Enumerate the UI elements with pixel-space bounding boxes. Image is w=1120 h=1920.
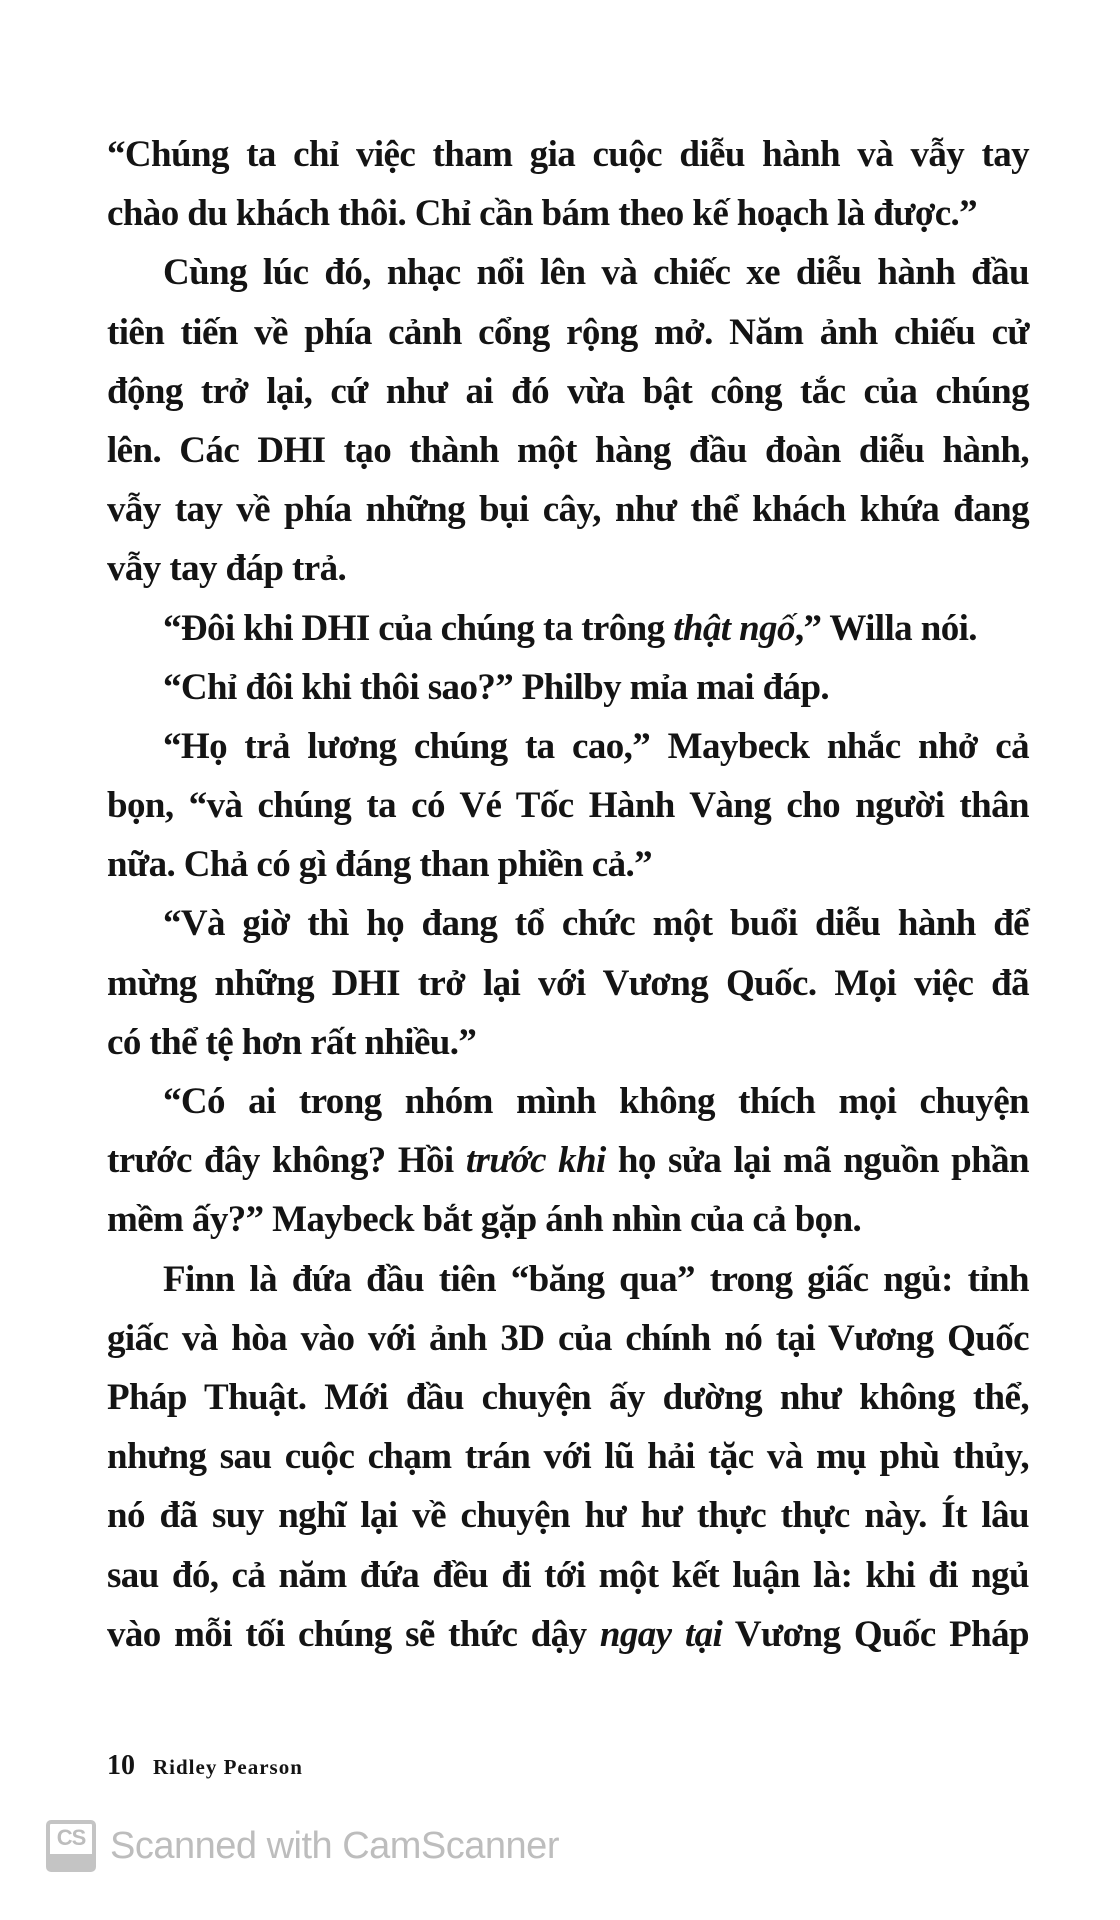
text-line: [107, 1190, 1029, 1249]
text-line: [107, 362, 1029, 421]
text-line: [107, 1605, 1029, 1664]
italic-text: trước khi: [465, 1140, 606, 1182]
text-line: [107, 1546, 1029, 1605]
text-line: [107, 658, 1029, 717]
text-segment: lên. Các DHI tạo thành một hàng đầu đoàn diễu hành,: [107, 429, 1029, 471]
text-segment: “Họ trả lương chúng ta cao,” Maybeck nhắc nhở cả: [163, 725, 1029, 767]
text-segment: Finn là đứa đầu tiên “băng qua” trong giấc ngủ: tỉnh: [163, 1258, 1029, 1300]
watermark-text: Scanned with CamScanner: [110, 1824, 559, 1867]
text-line: [107, 480, 1029, 539]
text-line: [107, 717, 1029, 776]
text-line: [107, 1013, 1029, 1072]
text-segment: “Chúng ta chỉ việc tham gia cuộc diễu hành và vẫy tay: [107, 134, 1029, 175]
text-segment: mừng những DHI trở lại với Vương Quốc. Mọi việc đã: [107, 962, 1029, 1004]
text-segment: “Chỉ đôi khi thôi sao?” Philby mỉa mai đáp.: [163, 666, 830, 708]
camscanner-logo-text: CS: [56, 1825, 86, 1850]
text-segment: Pháp Thuật. Mới đầu chuyện ấy dường như không thể,: [107, 1376, 1029, 1418]
text-segment: “Đôi khi DHI của chúng ta trông: [163, 607, 674, 649]
text-line: [107, 303, 1029, 362]
text-segment: có thể tệ hơn rất nhiều.”: [107, 1021, 477, 1063]
text-line: [107, 1250, 1029, 1309]
text-segment: “Và giờ thì họ đang tổ chức một buổi diễu hành để: [163, 903, 1029, 945]
page-footer: [107, 1750, 303, 1782]
text-segment: Vương Quốc Pháp: [722, 1613, 1029, 1655]
camscanner-watermark: [46, 1820, 559, 1872]
text-segment: vẫy tay về phía những bụi cây, như thể khách khứa đang: [107, 489, 1029, 531]
text-line: [107, 776, 1029, 835]
text-line: [107, 599, 1029, 658]
text-line: [107, 243, 1029, 302]
text-segment: giấc và hòa vào với ảnh 3D của chính nó tại Vương Quốc: [107, 1317, 1029, 1359]
text-segment: Cùng lúc đó, nhạc nổi lên và chiếc xe diễu hành đầu: [163, 252, 1029, 294]
text-line: [107, 1427, 1029, 1486]
page-number: 10: [107, 1750, 135, 1781]
text-line: [107, 539, 1029, 598]
text-segment: vào mỗi tối chúng sẽ thức dậy: [107, 1613, 600, 1655]
text-line: [107, 125, 1029, 184]
text-line: [107, 894, 1029, 953]
running-header-author: Ridley Pearson: [153, 1755, 303, 1779]
text-segment: sau đó, cả năm đứa đều đi tới một kết luận là: khi đi ngủ: [107, 1554, 1029, 1596]
text-line: [107, 1486, 1029, 1545]
text-segment: bọn, “và chúng ta có Vé Tốc Hành Vàng cho người thân: [107, 785, 1029, 827]
camscanner-logo-bar: [50, 1854, 92, 1868]
text-segment: nó đã suy nghĩ lại về chuyện hư hư thực thực này. Ít lâu: [107, 1495, 1029, 1537]
text-segment: vẫy tay đáp trả.: [107, 548, 347, 590]
text-segment: động trở lại, cứ như ai đó vừa bật công tắc của chúng: [107, 370, 1029, 412]
italic-text: ngay tại: [599, 1613, 723, 1655]
text-segment: nữa. Chả có gì đáng than phiền cả.”: [107, 844, 653, 886]
text-line: [107, 954, 1029, 1013]
text-segment: tiên tiến về phía cảnh cổng rộng mở. Năm ảnh chiếu cử: [107, 311, 1029, 353]
text-line: [107, 835, 1029, 894]
text-segment: ,” Willa nói.: [794, 607, 977, 649]
text-line: [107, 421, 1029, 480]
book-page-body: [107, 125, 1029, 1664]
text-segment: mềm ấy?” Maybeck bắt gặp ánh nhìn của cả bọn.: [107, 1199, 862, 1241]
text-segment: chào du khách thôi. Chỉ cần bám theo kế hoạch là được.”: [107, 193, 978, 235]
text-line: [107, 1368, 1029, 1427]
text-line: [107, 184, 1029, 243]
text-segment: trước đây không? Hồi: [107, 1140, 466, 1182]
camscanner-logo-icon: [46, 1820, 96, 1872]
text-line: [107, 1131, 1029, 1190]
italic-text: thật ngố: [673, 607, 795, 649]
text-line: [107, 1309, 1029, 1368]
text-segment: nhưng sau cuộc chạm trán với lũ hải tặc và mụ phù thủy,: [107, 1436, 1029, 1478]
text-segment: họ sửa lại mã nguồn phần: [605, 1140, 1029, 1182]
text-segment: “Có ai trong nhóm mình không thích mọi chuyện: [163, 1081, 1029, 1122]
text-line: [107, 1072, 1029, 1131]
